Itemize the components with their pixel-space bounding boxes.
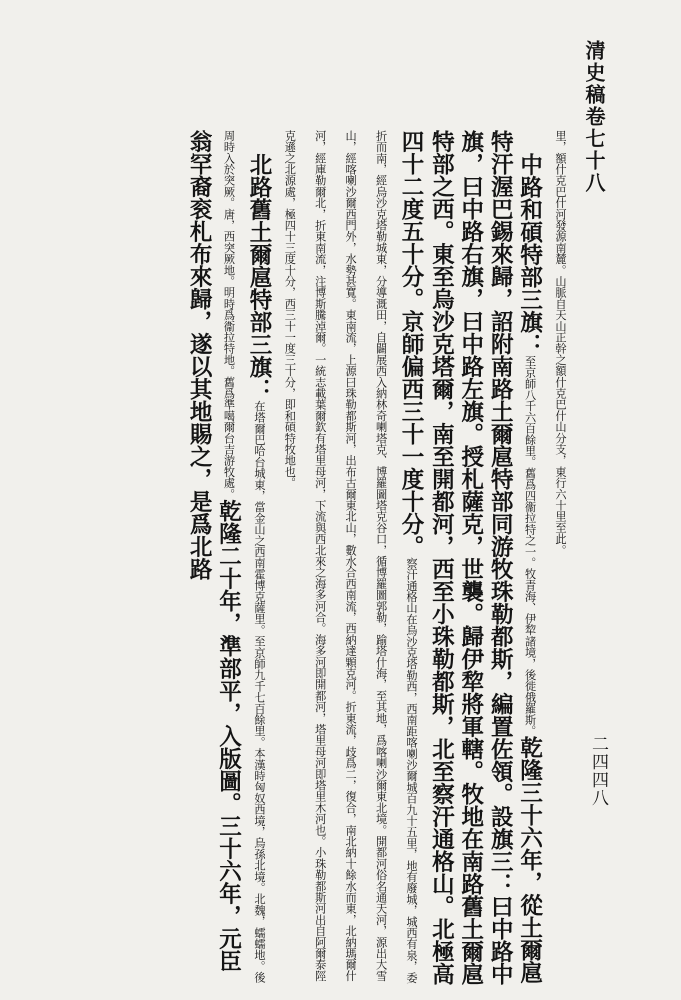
page-number: 二四四八 bbox=[588, 735, 608, 807]
paragraph bbox=[184, 130, 274, 990]
annotation-note: 至京師八千六百餘里。舊爲四衞拉特之一。牧青海、伊犂諸境，後徙俄羅斯。 bbox=[523, 355, 537, 736]
main-text-run: 乾隆三十六年，從土爾扈特汗渥巴錫來歸，詔附南路土爾扈特部同游牧珠勒都斯，編置佐領。設旗三：曰中路中旗，曰中路右旗，曰中路左旗。授札薩克，世襲。歸伊犂將軍轄。牧地在南路舊土爾扈特部之西。東至烏沙克塔爾，南至開都河，西至小珠勒都斯，北至察汗通格山。北極高四十二度五十分。京師偏西三十一度十分。 bbox=[397, 130, 543, 985]
book-title: 清史稿卷七十八 bbox=[582, 40, 606, 194]
paragraph bbox=[545, 130, 575, 990]
main-text-run: 北路舊土爾扈特部三旗： bbox=[245, 152, 272, 400]
paragraph bbox=[274, 130, 545, 990]
annotation-note: 里，額什克巴什河發源南麓。山脈自天山正幹之額什克巴什山分支，東行六十里至此。 bbox=[554, 130, 567, 556]
annotation-note: 察汗通格山在烏沙克塔勒西，西南距喀喇沙爾城百九十五里，地有廢城，城西有泉，委折而南，經烏沙克塔勒城東，分導溉田，自闢展西入納林奇喇塔克、博羅圖塔克谷口，循博羅圖郭勒，踰塔什海，至其地，爲喀喇沙爾東北境。開都河俗名通天河，源出大雪山，經喀喇沙爾西門外，水勢甚寬。東南流，上源曰珠勒都斯河，出布古爾東北山，數水合西南流，西納達顆克河。折東流，歧爲二，復合，南北納十餘水而東，北納瑪爾什河，經庫勒爾北，折東南流，注博斯騰淖爾。一統志載葉爾欽有塔里母河，下流與西北來之海多河合。海多河即開都河，塔里母河即塔里木河也。小珠勒都斯河出自阿爾泰陘克遜之北源處，極四十三度十分，西三十一度三十分，即和碩特牧地也。 bbox=[283, 130, 418, 984]
main-text-run: 中路和碩特部三旗： bbox=[516, 152, 543, 355]
main-text bbox=[100, 130, 575, 990]
main-text-run: 乾隆二十年，準部平，入版圖。三十六年，元臣翁罕裔衮札布來歸，遂以其地賜之，是爲北路 bbox=[186, 130, 242, 973]
annotation-note: 在塔爾巴哈台城東，當金山之西南霍博克薩里。至京師九千七百餘里。本漢時匈奴西境，烏孫北境。北魏，蠕蠕地。後周時入於突厥。唐，西突厥地。明時爲衞拉特地。舊爲準噶爾台吉游牧處。 bbox=[222, 130, 266, 983]
